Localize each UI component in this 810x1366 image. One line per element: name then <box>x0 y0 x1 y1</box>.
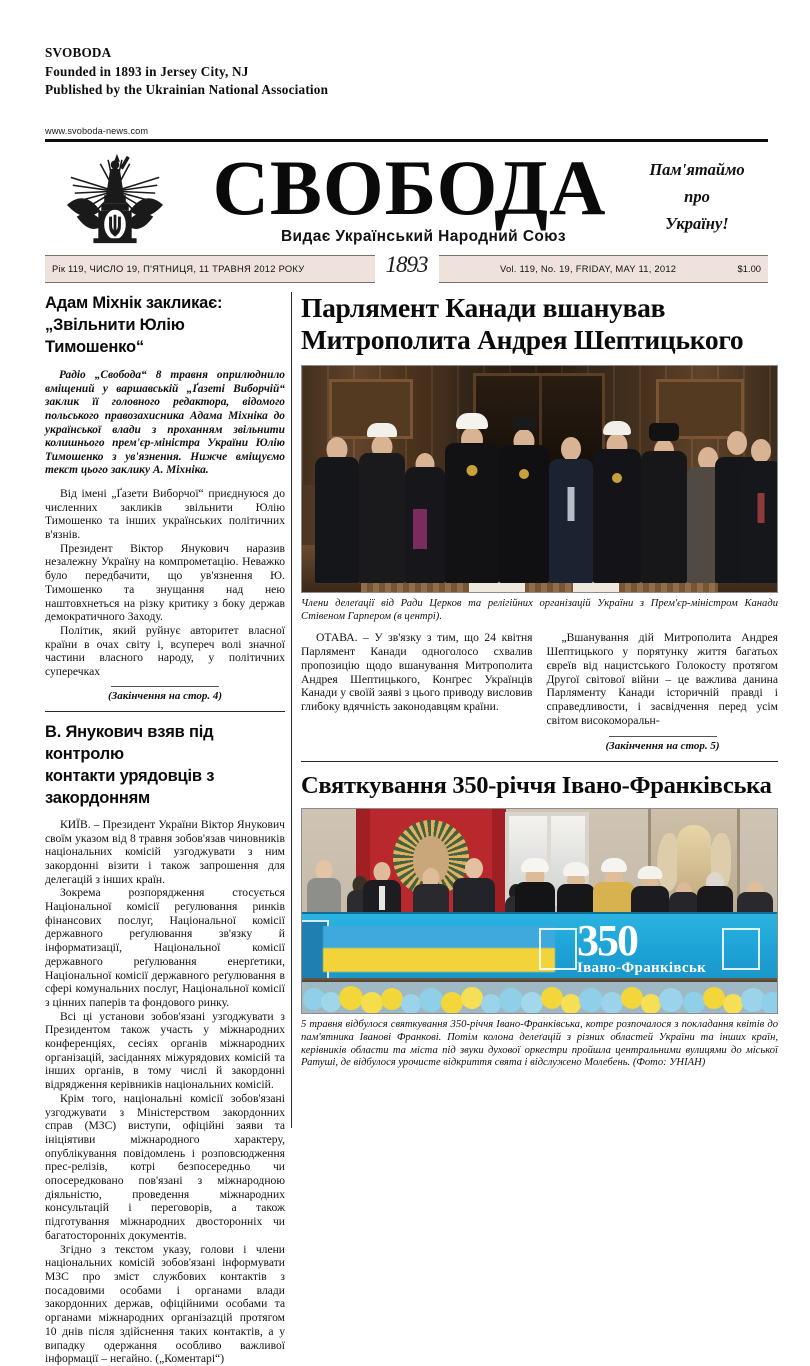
left-column <box>45 292 285 1366</box>
photo-delegation-figures <box>301 407 778 583</box>
section-divider <box>45 711 285 712</box>
publication-publisher: Published by the Ukrainian National Association <box>45 82 329 98</box>
paragraph: КИЇВ. – Президент України Віктор Янукович своїм указом від 8 травня зобов'язав чиновників національних комісій узгоджувати з ним закордонні візити і також запрошення для делегацій з інших країн. <box>45 817 285 886</box>
slogan-line-3: Україну! <box>665 214 729 234</box>
founding-year-stamp: 1893 <box>375 245 439 285</box>
article-body-yanukovych <box>45 818 285 1366</box>
paragraph: Політик, який руйнує авторитет власної країни в очах світу і, всупереч волі значної частини власного народу, у політичних суперечках <box>45 623 285 679</box>
paragraph: Від імені „Ґазети Виборчої“ приєднуюся до численних закликів звільнити Юлію Тимошенко та інших українських політичних в'язнів. <box>45 486 285 542</box>
headline-line-1: Адам Міхнік закликає: <box>45 294 223 313</box>
figure <box>549 427 593 583</box>
banner-anniversary-number: 350 <box>577 916 637 966</box>
headline-line-1: В. Янукович взяв під контролю <box>45 722 214 763</box>
issue-date-english: Vol. 119, No. 19, FRIDAY, MAY 11, 2012 <box>500 263 677 275</box>
continuation-note-sheptytsky[interactable]: (Закінчення на стор. 5) <box>605 740 720 753</box>
article-body-sheptytsky <box>301 631 778 727</box>
masthead-slogan <box>630 156 764 237</box>
section-divider <box>301 761 778 762</box>
photo-ukrainian-flag <box>323 926 555 972</box>
figure <box>405 435 445 583</box>
continuation-note-mikhnik[interactable]: (Закінчення на стор. 4) <box>107 689 223 702</box>
paragraph: „Вшанування дій Митрополита Андрея Шептицького у порятунку життя багатьох євреїв від нацистського Голокосту протягом Другої світової війни – це важлива данина Парляменту Канади історичній правді і справедливости, і засвідчення перед усім світом високоморальн- <box>546 631 778 727</box>
article-headline-yanukovych[interactable] <box>45 721 285 809</box>
column-divider <box>291 292 292 1128</box>
right-column <box>301 292 778 1069</box>
article-body-mikhnik <box>45 487 285 679</box>
issue-date-bar <box>45 252 768 283</box>
publication-founded: Founded in 1893 in Jersey City, NJ <box>45 63 249 79</box>
headline-line-1: Парлямент Канади вшанував <box>301 292 666 324</box>
paragraph: ОТАВА. – У зв'язку з тим, що 24 квітня Парлямент Канади одноголосо схвалив пропозицію щодо вшанування Митрополита Андрея Шептицького, Конґрес Українців Канади у своїй заяві з цього приводу висловив глибоку вдячність законодавцям країни. <box>301 631 533 713</box>
figure <box>499 413 549 583</box>
figure <box>445 411 499 583</box>
article-headline-mikhnik[interactable] <box>45 292 285 358</box>
figure <box>315 431 359 583</box>
continuation-block-sheptytsky <box>547 729 778 752</box>
issue-date-ukrainian: Рік 119, ЧИСЛО 19, П'ЯТНИЦЯ, 11 ТРАВНЯ 2012 РОКУ <box>52 263 305 275</box>
article-headline-ivano-frankivsk[interactable]: Святкування 350-річчя Івано-Франківська <box>301 772 772 800</box>
slogan-line-1: Пам'ятаймо <box>649 160 745 180</box>
continuation-rule <box>111 686 219 687</box>
content-area <box>45 292 778 1366</box>
website-url[interactable]: www.svoboda-news.com <box>45 126 149 137</box>
ivano-frankivsk-350-celebration-photo <box>301 808 778 1014</box>
photo-caption-parliament: Члени делеґації від Ради Церков та релігійних організацій України з Прем'єр-міністром Канади Стівеном Гарпером (в центрі). <box>301 598 778 622</box>
continuation-rule <box>609 736 717 737</box>
headline-line-2: контакти урядовців з закордонням <box>45 766 215 807</box>
photo-balloons <box>301 982 778 1014</box>
issue-price: $1.00 <box>737 263 761 275</box>
paragraph: Президент Віктор Янукович наразив незалежну Україну на компрометацію. Неважко було передбачити, що ув'язнення Ю. Тимошенко та знущання над нею наштовхнеться на різку критику з боку держав демократичного Заходу. <box>45 541 285 624</box>
figure <box>593 415 641 583</box>
masthead-title: СВОБОДА <box>212 144 607 232</box>
photo-banner-ornament-left <box>539 928 577 970</box>
photo-banner-ornament-right <box>722 928 760 970</box>
paragraph: Згідно з текстом указу, голови і члени національних комісій зобов'язані інформувати МЗС про зміст службових контактів з посадовими особами і органами влади закордонних держав, офіційними особами та органами міжнародних організаzцій протягом 10 днів після здійснення таких контактів, а у випадку одержання особливо важливої інформації – негайно. („Коментарі“) <box>45 1242 285 1366</box>
article-lede-mikhnik: Радіо „Свобода“ 8 травня оприлюднило вміщений у варшавській „Ґазеті Виборчій“ заклик її головного редактора, відомого польського правозахисника Адама Міхніка до української влади з проханням звільнити колишнього прем'єр-міністра України Юлію Тимошенко з ув'язнення. Нижче вміщуємо текст цього заклику А. Міхніка. <box>45 369 285 477</box>
headline-line-2: „Звільнити Юлію Тимошенко“ <box>45 316 185 357</box>
figure <box>359 421 405 583</box>
masthead <box>45 142 768 250</box>
figure <box>741 433 778 583</box>
banner-city-name: Івано-Франківськ <box>577 960 707 977</box>
photo-celebration-banner <box>301 912 778 982</box>
photo-caption-ivano-frankivsk: 5 травня відбулося святкування 350-річчя Івано-Франківська, котре розпочалося з покладання квітів до пам'ятника Іванові Франкові. Потім колона делеґацій з різних областей України та інших країн, керівників области та міста під звуки духової оркестри пройшла центральними вулицями до міської Ратуші, де відбулося урочисте відкриття свята і відслужено Молебень. (Фото: УНІАН) <box>301 1019 778 1069</box>
figure <box>641 417 687 583</box>
parliament-delegation-photo <box>301 365 778 593</box>
article-headline-sheptytsky[interactable] <box>301 292 778 356</box>
paragraph: Зокрема розпорядження стосується Національної комісії реґулювання ринків фінансових послуг, Національної комісії державного реґулювання зв'язку й інформатизації, Національної комісії державного реґулювання енерґетики, Національної комісії державного реґулювання в сфері комунальних послуг, Національної комісії з цінних паперів та фондового ринку. <box>45 886 285 1009</box>
slogan-line-2: про <box>684 187 710 207</box>
paragraph: Крім того, національні комісії зобов'язані узгоджувати з Міністерством закордонних справ (МЗС) виступи, офіційні заяви та ініціятиви міжнародного характеру, опублікування повідомлень і розповсюдження прес-релізів, котрі безпосередньо чи опосередковано пов'язані з міжнародною діяльністю, проведення міжнародних консультацій і переговорів, а також підготування міжнародних двосторонніх чи багатосторонніх документів. <box>45 1091 285 1242</box>
paragraph: Всі ці установи зобов'язані узгоджувати з Президентом також участь у міжнародних конференціях, сесіях органів міжнародних організацій, засіданнях міжурядових комісій та інших органів, в тому числі й закордонні відрядження керівників національних комісій. <box>45 1009 285 1092</box>
headline-line-2: Митрополита Андрея Шептицького <box>301 324 744 356</box>
publication-identity <box>45 44 768 100</box>
masthead-subtitle: Видає Український Народний Союз <box>280 228 567 246</box>
publication-name: SVOBODA <box>45 45 112 60</box>
